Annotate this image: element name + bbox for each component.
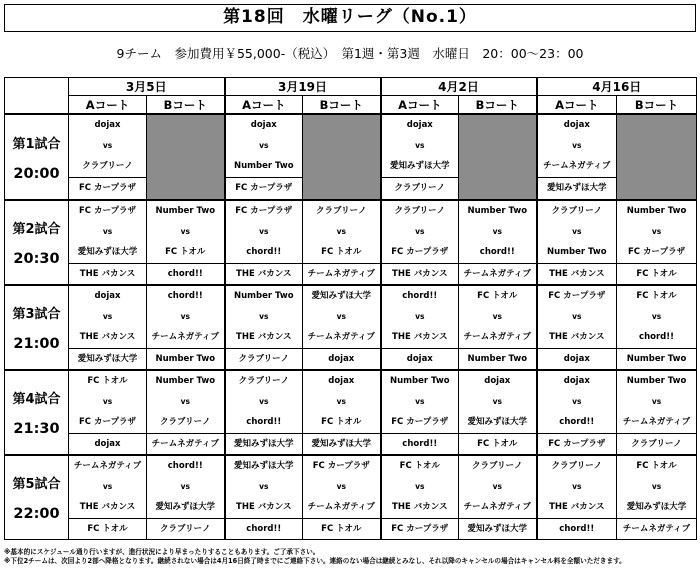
vs-label: vs: [572, 396, 582, 406]
game-row: [5, 455, 697, 540]
team-2: chord!!: [246, 417, 282, 427]
referee-team: 愛知みずほ大学: [538, 177, 617, 199]
match-cell: [69, 200, 147, 285]
referee-team: FC カープラザ: [538, 433, 617, 455]
vs-label: vs: [415, 481, 425, 491]
vs-label: vs: [651, 226, 662, 236]
team-1: Number Two: [626, 376, 687, 386]
team-1: チームネガティブ: [73, 461, 142, 471]
match-cell: [459, 455, 537, 540]
team-2: FC カープラザ: [627, 247, 686, 257]
referee-team: 愛知みずほ大学: [303, 433, 380, 455]
team-2: THE バカンス: [236, 502, 292, 512]
referee-team: クラブリーノ: [617, 433, 696, 455]
vs-label: vs: [415, 396, 425, 406]
game-label: [5, 200, 69, 285]
date-header-row: [5, 78, 697, 96]
vs-label: vs: [259, 481, 269, 491]
team-2: THE バカンス: [549, 332, 605, 342]
team-1: FC カープラザ: [312, 461, 370, 471]
team-1: クラブリーノ: [394, 206, 446, 216]
referee-team: チームネガティブ: [459, 263, 536, 285]
court-header-row: [5, 96, 697, 115]
referee-team: dojax: [69, 433, 146, 455]
match-cell: [147, 285, 225, 370]
referee-team: FC トオル: [303, 518, 380, 540]
match-cell: [303, 370, 381, 455]
game-name: 第5試合: [12, 477, 61, 492]
footnote: ※基本的にスケジュール通り行いますが、進行状況により早まったりすることもあります。ご了承下さい。: [4, 548, 320, 556]
empty-court-cell: [303, 114, 381, 200]
referee-team: chord!!: [147, 263, 224, 285]
match-cell: [303, 285, 381, 370]
team-1: クラブリーノ: [551, 461, 603, 471]
team-2: chord!!: [559, 417, 595, 427]
vs-label: vs: [492, 226, 502, 236]
court-header: Aコート: [225, 96, 303, 115]
match-cell: [225, 114, 303, 200]
date-header: 3月5日: [69, 78, 225, 96]
empty-court-cell: [147, 114, 225, 200]
team-1: クラブリーノ: [472, 461, 523, 471]
team-2: チームネガティブ: [307, 332, 375, 342]
vs-label: vs: [180, 226, 190, 236]
empty-court-cell: [617, 114, 697, 200]
team-2: THE バカンス: [79, 332, 136, 342]
game-name: 第3試合: [12, 307, 61, 322]
referee-team: FC トオル: [459, 433, 536, 455]
team-1: FC トオル: [636, 461, 677, 471]
match-cell: [69, 455, 147, 540]
team-2: FC トオル: [321, 247, 362, 257]
team-2: chord!!: [246, 247, 282, 257]
match-cell: [537, 285, 617, 370]
vs-label: vs: [102, 311, 113, 321]
team-1: Number Two: [467, 206, 528, 216]
team-2: チームネガティブ: [463, 332, 531, 342]
vs-label: vs: [492, 481, 502, 491]
vs-label: vs: [572, 311, 582, 321]
match-cell: [381, 285, 459, 370]
vs-label: vs: [492, 396, 502, 406]
team-2: 愛知みずほ大学: [77, 247, 138, 257]
match-cell: [225, 370, 303, 455]
vs-label: vs: [259, 311, 269, 321]
referee-team: 愛知みずほ大学: [226, 433, 303, 455]
vs-label: vs: [415, 226, 425, 236]
team-1: FC トオル: [399, 461, 440, 471]
team-2: FC トオル: [321, 417, 362, 427]
team-2: クラブリーノ: [160, 417, 211, 427]
team-1: dojax: [94, 120, 121, 130]
court-header: Bコート: [617, 96, 697, 115]
match-cell: [537, 200, 617, 285]
referee-team: Number Two: [147, 348, 224, 370]
match-cell: [617, 370, 697, 455]
game-name: 第4試合: [12, 392, 61, 407]
match-cell: [303, 455, 381, 540]
referee-team: THE バカンス: [69, 263, 146, 285]
footnote: ※下位2チームは、次回より2部へ降格となります。継続されない場合は4月16日終了時までにご連絡下さい。連絡のない場合は継続とみなし、それ以降のキャンセルの場合はキャンセル料を全額いただきます。: [4, 556, 626, 565]
match-cell: [381, 455, 459, 540]
footnotes: [4, 548, 626, 565]
game-name: 第1試合: [12, 136, 61, 152]
court-header: Bコート: [147, 96, 225, 115]
team-2: チームネガティブ: [622, 417, 691, 427]
team-2: チームネガティブ: [307, 502, 375, 512]
vs-label: vs: [180, 481, 190, 491]
team-2: 愛知みずほ大学: [626, 502, 687, 512]
team-2: THE バカンス: [392, 332, 448, 342]
match-cell: [69, 285, 147, 370]
team-1: Number Two: [626, 206, 687, 216]
vs-label: vs: [259, 226, 269, 236]
game-label: [5, 370, 69, 455]
game-time: 21:00: [13, 336, 60, 352]
vs-label: vs: [336, 226, 346, 236]
vs-label: vs: [102, 481, 113, 491]
date-header: 3月19日: [225, 78, 381, 96]
vs-label: vs: [336, 481, 346, 491]
referee-team: dojax: [382, 348, 459, 370]
team-2: チームネガティブ: [151, 332, 219, 342]
team-1: FC カープラザ: [78, 206, 137, 216]
vs-label: vs: [102, 140, 113, 150]
game-label: [5, 455, 69, 540]
team-2: 愛知みずほ大学: [390, 161, 450, 171]
referee-team: 愛知みずほ大学: [459, 518, 536, 540]
corner-cell: [5, 78, 69, 115]
game-time: 20:30: [13, 251, 60, 267]
team-1: chord!!: [402, 291, 438, 301]
referee-team: FC カープラザ: [382, 518, 459, 540]
vs-label: vs: [102, 226, 113, 236]
court-header: Aコート: [381, 96, 459, 115]
team-2: Number Two: [233, 161, 294, 171]
team-1: dojax: [563, 120, 590, 130]
game-row: [5, 285, 697, 370]
court-header: Bコート: [459, 96, 537, 115]
vs-label: vs: [492, 311, 502, 321]
referee-team: 愛知みずほ大学: [69, 348, 146, 370]
vs-label: vs: [180, 311, 190, 321]
game-time: 22:00: [13, 506, 60, 522]
vs-label: vs: [651, 481, 662, 491]
referee-team: THE バカンス: [226, 263, 303, 285]
game-row: [5, 200, 697, 285]
team-2: 愛知みずほ大学: [467, 417, 528, 427]
match-cell: [225, 200, 303, 285]
referee-team: Number Two: [459, 348, 536, 370]
match-cell: [69, 370, 147, 455]
referee-team: THE バカンス: [382, 263, 459, 285]
referee-team: チームネガティブ: [303, 263, 380, 285]
vs-label: vs: [415, 311, 425, 321]
game-time: 20:00: [13, 165, 60, 182]
page-title: 第18回 水曜リーグ（No.1）: [4, 4, 696, 32]
match-cell: [225, 455, 303, 540]
game-name: 第2試合: [12, 222, 61, 237]
team-1: 愛知みずほ大学: [234, 461, 294, 471]
vs-label: vs: [572, 481, 582, 491]
match-cell: [537, 370, 617, 455]
referee-team: クラブリーノ: [382, 177, 459, 199]
team-1: dojax: [250, 120, 277, 130]
referee-team: FC トオル: [617, 263, 696, 285]
referee-team: FC カープラザ: [226, 177, 303, 199]
match-cell: [381, 370, 459, 455]
league-info: 9チーム 参加費用￥55,000-（税込） 第1週・第3週 水曜日 20：00〜23：00: [116, 46, 584, 61]
team-2: THE バカンス: [236, 332, 292, 342]
referee-team: chord!!: [382, 433, 459, 455]
referee-team: dojax: [303, 348, 380, 370]
court-header: Aコート: [69, 96, 147, 115]
match-cell: [617, 285, 697, 370]
match-cell: [617, 455, 697, 540]
team-1: FC トオル: [636, 291, 677, 301]
match-cell: [537, 114, 617, 200]
team-1: FC カープラザ: [548, 291, 606, 301]
team-2: 愛知みずほ大学: [155, 502, 216, 512]
team-2: THE バカンス: [79, 502, 136, 512]
team-1: chord!!: [167, 291, 203, 301]
referee-team: クラブリーノ: [226, 348, 303, 370]
match-cell: [381, 114, 459, 200]
vs-label: vs: [102, 396, 113, 406]
team-1: dojax: [406, 120, 433, 130]
referee-team: chord!!: [226, 518, 303, 540]
team-1: Number Two: [155, 206, 216, 216]
referee-team: chord!!: [538, 518, 617, 540]
match-cell: [147, 370, 225, 455]
match-cell: [617, 200, 697, 285]
team-1: dojax: [484, 376, 511, 386]
team-1: クラブリーノ: [316, 206, 367, 216]
match-cell: [69, 114, 147, 200]
game-row: [5, 114, 697, 200]
vs-label: vs: [336, 396, 346, 406]
match-cell: [537, 455, 617, 540]
team-2: chord!!: [639, 332, 675, 342]
vs-label: vs: [415, 140, 425, 150]
match-cell: [459, 370, 537, 455]
team-1: クラブリーノ: [551, 206, 603, 216]
match-cell: [147, 455, 225, 540]
referee-team: Number Two: [617, 348, 696, 370]
match-cell: [147, 200, 225, 285]
vs-label: vs: [572, 140, 582, 150]
match-cell: [459, 200, 537, 285]
empty-court-cell: [459, 114, 537, 200]
team-2: FC カープラザ: [78, 417, 137, 427]
team-1: Number Two: [155, 376, 216, 386]
vs-label: vs: [651, 396, 662, 406]
game-time: 21:30: [13, 421, 60, 437]
team-2: チームネガティブ: [463, 502, 531, 512]
team-1: Number Two: [389, 376, 450, 386]
team-2: FC トオル: [165, 247, 206, 257]
team-1: chord!!: [167, 461, 203, 471]
vs-label: vs: [259, 396, 269, 406]
team-2: THE バカンス: [549, 502, 605, 512]
referee-team: FC トオル: [69, 518, 146, 540]
team-1: クラブリーノ: [238, 376, 290, 386]
date-header: 4月16日: [537, 78, 697, 96]
referee-team: クラブリーノ: [147, 518, 224, 540]
team-1: FC トオル: [87, 376, 128, 386]
match-cell: [459, 285, 537, 370]
team-2: FC カープラザ: [391, 417, 449, 427]
team-1: dojax: [94, 291, 121, 301]
match-cell: [303, 200, 381, 285]
vs-label: vs: [572, 226, 582, 236]
team-1: dojax: [563, 376, 590, 386]
match-cell: [225, 285, 303, 370]
referee-team: チームネガティブ: [617, 518, 696, 540]
vs-label: vs: [651, 311, 662, 321]
vs-label: vs: [180, 396, 190, 406]
referee-team: THE バカンス: [538, 263, 617, 285]
team-1: 愛知みずほ大学: [311, 291, 372, 301]
team-2: chord!!: [479, 247, 515, 257]
team-2: Number Two: [546, 247, 607, 257]
team-2: FC カープラザ: [391, 247, 449, 257]
schedule-table: [4, 77, 697, 540]
team-2: チームネガティブ: [543, 161, 611, 171]
team-2: クラブリーノ: [82, 161, 133, 171]
date-header: 4月2日: [381, 78, 537, 96]
team-1: FC カープラザ: [235, 206, 293, 216]
team-1: dojax: [328, 376, 355, 386]
team-1: Number Two: [233, 291, 294, 301]
vs-label: vs: [336, 311, 346, 321]
vs-label: vs: [259, 140, 269, 150]
referee-team: FC カープラザ: [69, 177, 146, 199]
match-cell: [381, 200, 459, 285]
game-label: [5, 285, 69, 370]
game-label: [5, 114, 69, 200]
court-header: Aコート: [537, 96, 617, 115]
referee-team: dojax: [538, 348, 617, 370]
court-header: Bコート: [303, 96, 381, 115]
team-1: FC トオル: [477, 291, 518, 301]
game-row: [5, 370, 697, 455]
team-2: THE バカンス: [392, 502, 448, 512]
referee-team: チームネガティブ: [147, 433, 224, 455]
